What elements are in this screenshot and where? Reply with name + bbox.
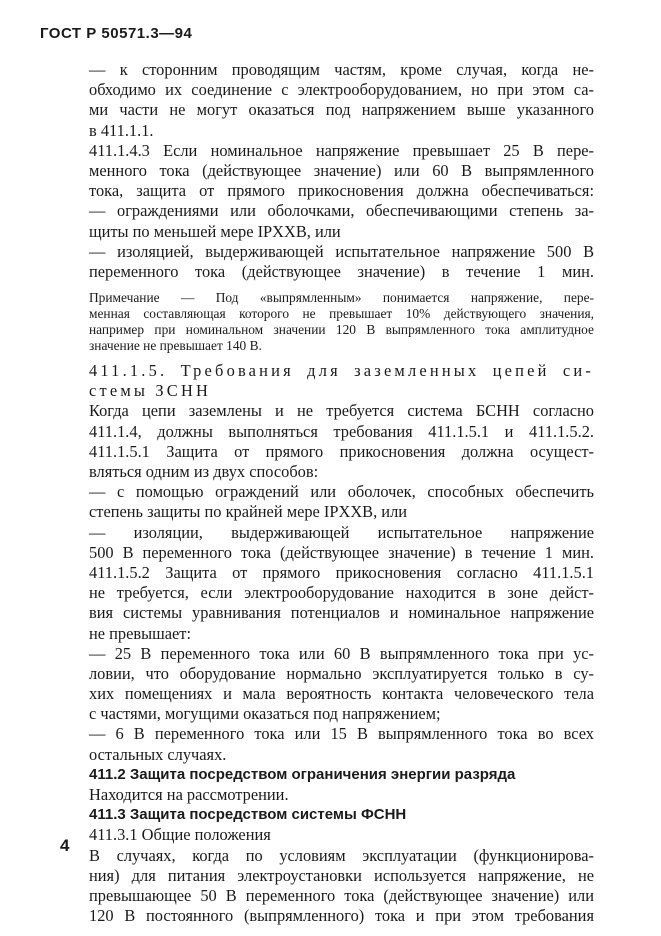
section-heading-413: 411.3 Защита посредством системы ФСНН xyxy=(89,806,407,824)
text-line: менного тока (действующее значение) или 60 В выпрямленного xyxy=(89,160,594,180)
text-line: Находится на рассмотрении. xyxy=(89,785,289,804)
text-line: хих помещениях и мала вероятность контакта человеческого тела xyxy=(89,684,594,704)
text-line: ния) для питания электроустановки используется напряжение, не xyxy=(89,865,594,885)
text-line: тока, защита от прямого прикосновения должна обеспечиваться: xyxy=(89,181,594,201)
text-line: 500 В переменного тока (действующее значение) в течение 1 мин. xyxy=(89,542,594,562)
text-line: не требуется, если электрооборудование находится в зоне дейст- xyxy=(89,583,594,603)
text-line: Когда цепи заземлены и не требуется система БСНН согласно xyxy=(89,401,594,421)
note-line: например при номинальном значении 120 В выпрямленного тока амплитудное xyxy=(89,322,594,338)
text-line: переменного тока (действующее значение) в течение 1 мин. xyxy=(89,261,594,281)
page-content xyxy=(89,60,594,926)
text-line: В случаях, когда по условиям эксплуатации (функционирова- xyxy=(89,845,594,865)
note-line: менная составляющая которого не превышает 10% действующего значения, xyxy=(89,306,594,322)
text-line: щиты по меньшей мере IPXXB, или xyxy=(89,221,341,241)
text-line: 411.1.4.3 Если номинальное напряжение превышает 25 В пере- xyxy=(89,140,594,160)
section-heading: 411.1.5. Требования для заземленных цепей си- xyxy=(89,361,594,381)
section-heading-412: 411.2 Защита посредством ограничения энергии разряда xyxy=(89,765,516,783)
subsection-title: 411.3.1 Общие положения xyxy=(89,825,271,845)
text-line: — изоляции, выдерживающей испытательное напряжение xyxy=(89,522,594,542)
text-line: — к сторонним проводящим частям, кроме случая, когда не- xyxy=(89,60,594,79)
note-line: значение не превышает 140 В. xyxy=(89,338,262,354)
text-line: в 411.1.1. xyxy=(89,120,154,140)
text-line: не превышает: xyxy=(89,623,192,643)
section-heading: стемы ЗСНН xyxy=(89,381,212,401)
text-line: 411.1.4, должны выполняться требования 411.1.5.1 и 411.1.5.2. xyxy=(89,421,594,441)
page-number: 4 xyxy=(60,836,70,855)
text-line: — 25 В переменного тока или 60 В выпрямленного тока при ус- xyxy=(89,643,594,663)
text-line: ловии, что оборудование нормально эксплуатируется только в су- xyxy=(89,663,594,683)
text-line: — с помощью ограждений или оболочек, способных обеспечить xyxy=(89,482,594,502)
text-line: ми части не могут оказаться под напряжением выше указанного xyxy=(89,100,594,120)
text-line: степень защиты по крайней мере IPXXB, или xyxy=(89,502,408,522)
text-line: с частями, могущими оказаться под напряжением; xyxy=(89,704,441,724)
text-line: превышающее 50 В переменного тока (действующее значение) или xyxy=(89,885,594,905)
note-block xyxy=(89,290,594,354)
page-header: ГОСТ Р 50571.3—94 xyxy=(40,25,193,42)
text-line: обходимо их соединение с электрооборудованием, но при этом са- xyxy=(89,80,594,100)
text-line: — ограждениями или оболочками, обеспечивающими степень за- xyxy=(89,201,594,221)
note-line: Примечание — Под «выпрямленным» понимается напряжение, пере- xyxy=(89,290,594,306)
text-line: — 6 В переменного тока или 15 В выпрямленного тока во всех xyxy=(89,724,594,744)
text-line: вия системы уравнивания потенциалов и номинальное напряжение xyxy=(89,603,594,623)
text-line: 411.1.5.2 Защита от прямого прикосновения согласно 411.1.5.1 xyxy=(89,562,594,582)
text-line: вляться одним из двух способов: xyxy=(89,462,319,481)
text-line: — изоляцией, выдерживающей испытательное напряжение 500 В xyxy=(89,241,594,261)
text-line: 411.1.5.1 Защита от прямого прикосновения должна осущест- xyxy=(89,441,594,461)
text-line: 120 В постоянного (выпрямленного) тока и при этом требования xyxy=(89,906,594,926)
text-line: остальных случаях. xyxy=(89,744,227,764)
